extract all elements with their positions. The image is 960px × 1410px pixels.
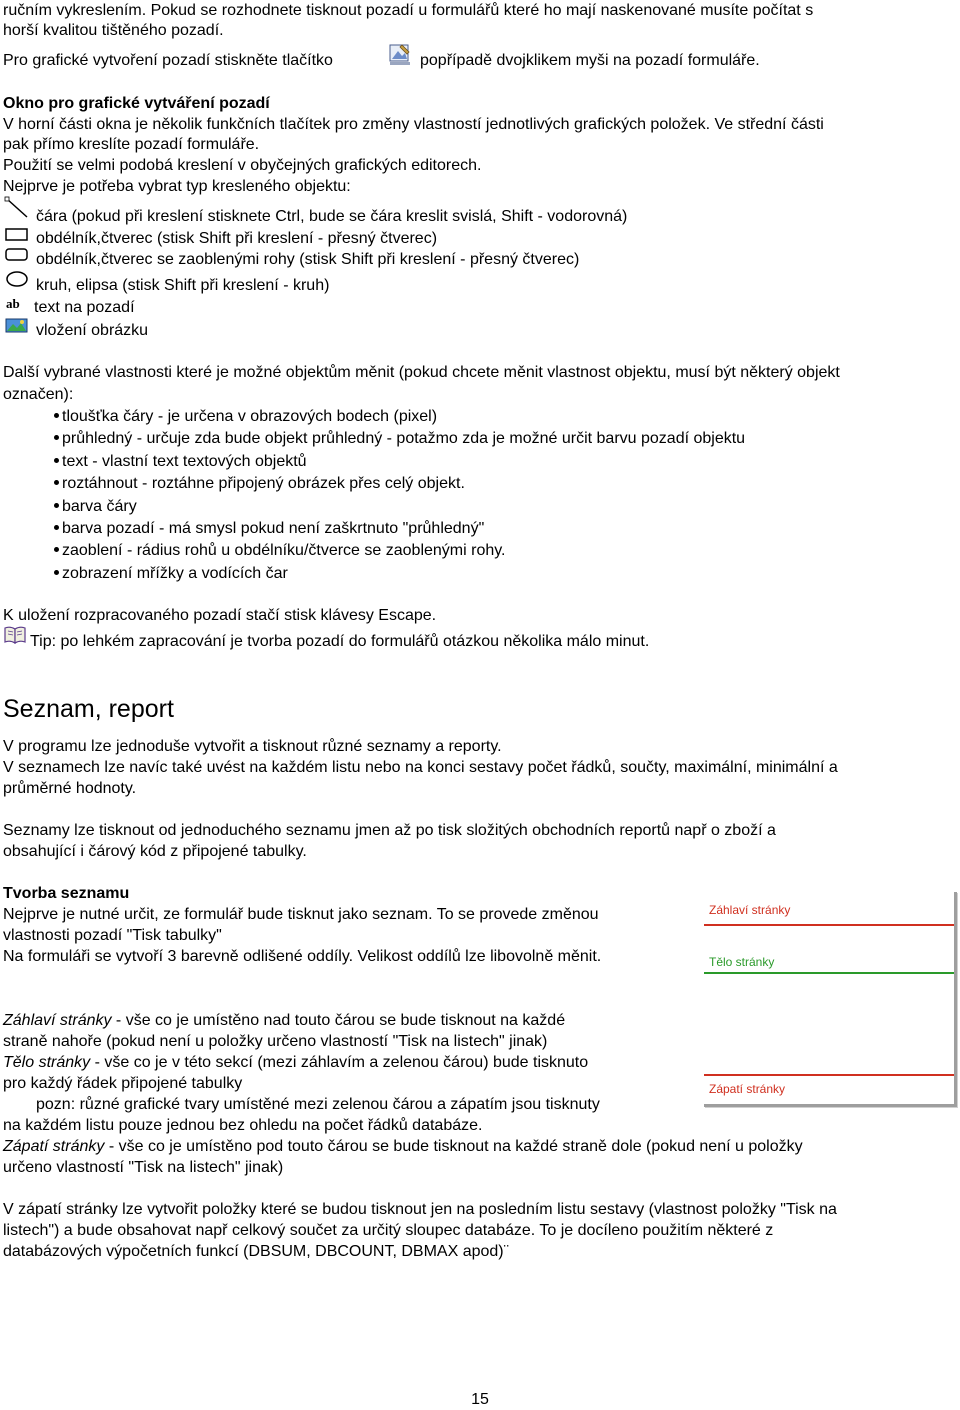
image-tool-icon [5,318,29,334]
property-item [54,540,506,561]
tool-line-label: čára (pokud při kreslení stisknete Ctrl, bude se čára kreslit svislá, Shift - vodorovná) [36,208,628,225]
property-item [54,451,307,472]
body-term: Tělo stránky [3,1054,91,1071]
graphic-window-title: Okno pro grafické vytváření pozadí [3,95,270,112]
footer-term: Zápatí stránky [3,1138,105,1155]
rounded-rectangle-tool-icon [5,247,29,263]
background-editor-icon [388,42,412,66]
tip-text: Tip: po lehkém zapracování je tvorba pozadí do formulářů otázkou několika málo minut. [30,633,650,650]
text-tool-icon [5,296,29,312]
footer-section-label: Zápatí stránky [709,1082,786,1096]
graphic-window-p2: pak přímo kreslíte pozadí formuláře. [3,136,260,153]
book-tip-icon [4,625,26,645]
page-number: 15 [471,1391,489,1408]
bullet [54,413,59,418]
header-section-line [704,924,954,926]
intro-line-3b: popřípadě dvojklikem myši na pozadí formuláře. [420,52,760,69]
body-description-1 [3,1052,588,1073]
intro-line-1: ručním vykreslením. Pokud se rozhodnete tisknout pozadí u formulářů které ho mají naskenované musíte počítat s [3,2,814,19]
property-item [54,406,437,427]
property-item-text: barva pozadí - má smysl pokud není zaškrtnuto "průhledný" [62,520,485,537]
body-description-text: - vše co je v této sekcí (mezi záhlavím a zelenou čárou) bude tisknuto [90,1054,589,1071]
last-page-p1: V zápatí stránky lze vytvořit položky které se budou tisknout jen na posledním listu sestavy (vlastnost položky "Tisk na [3,1201,837,1218]
report-heading: Seznam, report [3,695,174,723]
property-item-text: barva čáry [62,498,137,515]
create-list-p2: Na formuláři se vytvoří 3 barevně odlišené oddíly. Velikost oddílů lze libovolně měnit. [3,948,602,965]
property-item-text: zobrazení mřížky a vodících čar [62,565,288,582]
note-line-1: pozn: různé grafické tvary umístěné mezi zelenou čárou a zápatím jsou tisknuty [36,1096,600,1113]
create-list-title: Tvorba seznamu [3,885,130,902]
bullet [54,547,59,552]
ellipse-tool-icon [5,270,29,288]
property-item [54,518,484,539]
create-list-p1a: Nejprve je nutné určit, ze formulář bude tisknut jako seznam. To se provede změnou [3,906,599,923]
header-description-1 [3,1010,565,1031]
tool-rounded-rectangle-label: obdélník,čtverec se zaoblenými rohy (stisk Shift při kreslení - přesný čtverec) [36,251,580,268]
bullet [54,480,59,485]
footer-description-text: - vše co je umístěno pod touto čárou se bude tisknout na každé straně dole (pokud není u položky [104,1138,803,1155]
graphic-window-p4: Nejprve je potřeba vybrat typ kresleného objektu: [3,178,351,195]
footer-description-2: určeno vlastností "Tisk na listech" jinak) [3,1159,284,1176]
intro-line-2: horší kvalitou tištěného pozadí. [3,22,224,39]
report-p2a: V seznamech lze navíc také uvést na každém listu nebo na konci sestavy počet řádků, součty, maximální, minimální a [3,759,838,776]
property-item-text: zaoblení - rádius rohů u obdélníku/čtverce se zaoblenými rohy. [62,542,506,559]
bullet [54,525,59,530]
svg-text:ab: ab [6,296,20,311]
property-item-text: průhledný - určuje zda bude objekt průhledný - potažmo zda je možné určit barvu pozadí objektu [62,430,746,447]
last-page-p3: databázových výpočetních funkcí (DBSUM, DBCOUNT, DBMAX apod)¨ [3,1243,509,1260]
graphic-window-p3: Použití se velmi podobá kreslení v obyčejných grafických editorech. [3,157,482,174]
property-item-text: tloušťka čáry - je určena v obrazových bodech (pixel) [62,408,438,425]
bullet [54,458,59,463]
last-page-p2: listech") a bude obsahovat např celkový součet za určitý sloupec databáze. To je docíleno použitím některé z [3,1222,774,1239]
report-p3b: obsahující i čárový kód z připojené tabulky. [3,843,307,860]
create-list-p1b: vlastnosti pozadí "Tisk tabulky" [3,927,222,944]
property-item [54,496,137,517]
body-description-2: pro každý řádek připojené tabulky [3,1075,243,1092]
bullet [54,570,59,575]
footer-description-1 [3,1136,803,1157]
form-sections-figure [704,892,957,1107]
body-section-line [704,972,954,974]
property-item [54,473,465,494]
rectangle-tool-icon [5,227,29,243]
properties-intro-2: označen): [3,386,74,403]
tool-image-label: vložení obrázku [36,322,149,339]
header-description-2: straně nahoře (pokud není u položky určeno vlastností "Tisk na listech" jinak) [3,1033,548,1050]
tool-rectangle-label: obdélník,čtverec (stisk Shift při kreslení - přesný čtverec) [36,230,438,247]
property-item-text: text - vlastní text textových objektů [62,453,307,470]
properties-intro-1: Další vybrané vlastnosti které je možné objektům měnit (pokud chcete měnit vlastnost objektu, musí být některý objekt [3,364,840,381]
save-instruction: K uložení rozpracovaného pozadí stačí stisk klávesy Escape. [3,607,437,624]
footer-section-line [704,1074,954,1076]
property-item [54,563,288,584]
bullet [54,503,59,508]
tool-ellipse-label: kruh, elipsa (stisk Shift při kreslení - kruh) [36,277,330,294]
header-description-text: - vše co je umístěno nad touto čárou se bude tisknout na každé [111,1012,566,1029]
bullet [54,435,59,440]
line-tool-icon [4,196,30,220]
tool-text-label: text na pozadí [34,299,135,316]
note-line-2: na každém listu pouze jednou bez ohledu na počet řádků databáze. [3,1117,483,1134]
header-section-label: Záhlaví stránky [709,903,791,917]
header-term: Záhlaví stránky [3,1012,112,1029]
property-item-text: roztáhnout - roztáhne připojený obrázek přes celý objekt. [62,475,465,492]
graphic-window-p1: V horní části okna je několik funkčních tlačítek pro změny vlastností jednotlivých grafických položek. Ve střední části [3,116,824,133]
property-item [54,428,745,449]
report-p1: V programu lze jednoduše vytvořit a tisknout různé seznamy a reporty. [3,738,502,755]
body-section-label: Tělo stránky [709,955,775,969]
report-p3a: Seznamy lze tisknout od jednoduchého seznamu jmen až po tisk složitých obchodních reportů např o zboží a [3,822,776,839]
intro-line-3a: Pro grafické vytvoření pozadí stiskněte tlačítko [3,52,333,69]
report-p2b: průměrné hodnoty. [3,780,137,797]
